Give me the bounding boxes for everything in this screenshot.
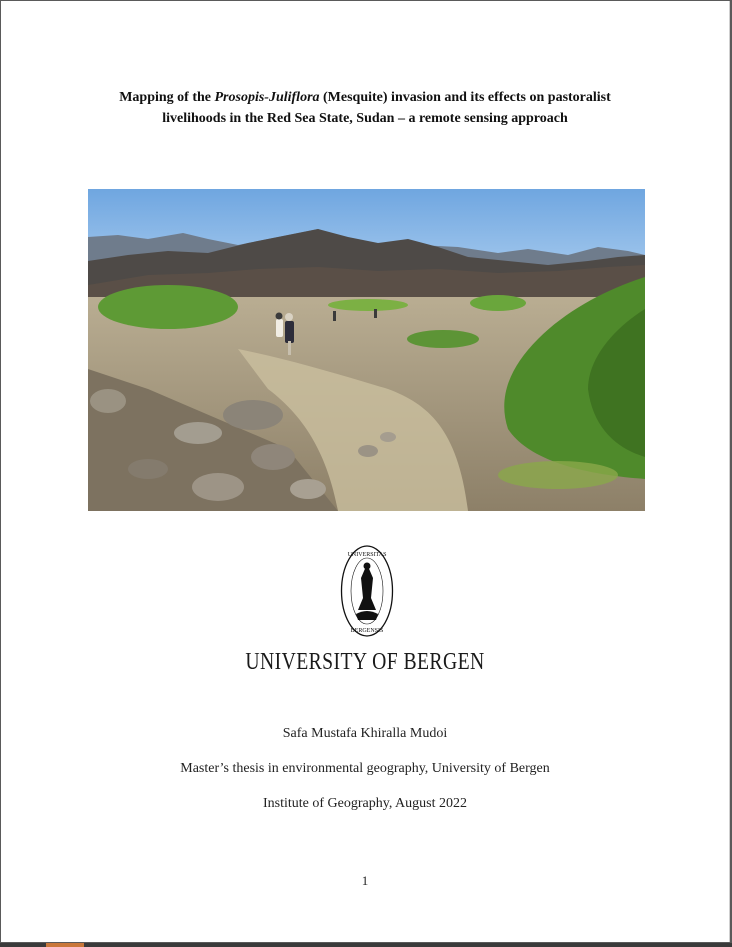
cover-photo bbox=[88, 189, 645, 511]
shrub bbox=[98, 285, 238, 329]
title-species-italic: Prosopis-Juliflora bbox=[214, 90, 320, 105]
thesis-degree: Master’s thesis in environmental geography, University of Bergen bbox=[180, 761, 550, 776]
title-line-2: livelihoods in the Red Sea State, Sudan – a remote sensing approach bbox=[162, 111, 568, 126]
thesis-title bbox=[1, 87, 729, 129]
institute-date: Institute of Geography, August 2022 bbox=[262, 796, 467, 811]
document-page bbox=[1, 1, 730, 942]
boulder bbox=[90, 389, 126, 413]
boulder bbox=[251, 444, 295, 470]
boulder bbox=[380, 432, 396, 442]
boulder bbox=[174, 422, 222, 444]
title-part-1: Mapping of the bbox=[119, 90, 215, 105]
page-number: 1 bbox=[361, 873, 369, 888]
boulder bbox=[223, 400, 283, 430]
seal-text-bottom: BERGENSIS bbox=[350, 628, 384, 634]
university-seal-logo bbox=[340, 544, 394, 638]
author-name: Safa Mustafa Khiralla Mudoi bbox=[282, 726, 448, 741]
university-name: UNIVERSITY OF BERGEN bbox=[245, 649, 485, 675]
title-line-1 bbox=[1, 87, 729, 108]
boulder bbox=[128, 459, 168, 479]
shrub bbox=[470, 295, 526, 311]
shrub bbox=[328, 299, 408, 311]
boulder bbox=[290, 479, 326, 499]
title-part-2: (Mesquite) invasion and its effects on pastoralist bbox=[319, 90, 611, 105]
taskbar-accent bbox=[46, 943, 84, 947]
shrub bbox=[407, 330, 479, 348]
taskbar-strip bbox=[0, 943, 732, 947]
grass-patch bbox=[498, 461, 618, 489]
boulder bbox=[192, 473, 244, 501]
seal-text-top: UNIVERSITAS bbox=[347, 552, 387, 558]
boulder bbox=[358, 445, 378, 457]
